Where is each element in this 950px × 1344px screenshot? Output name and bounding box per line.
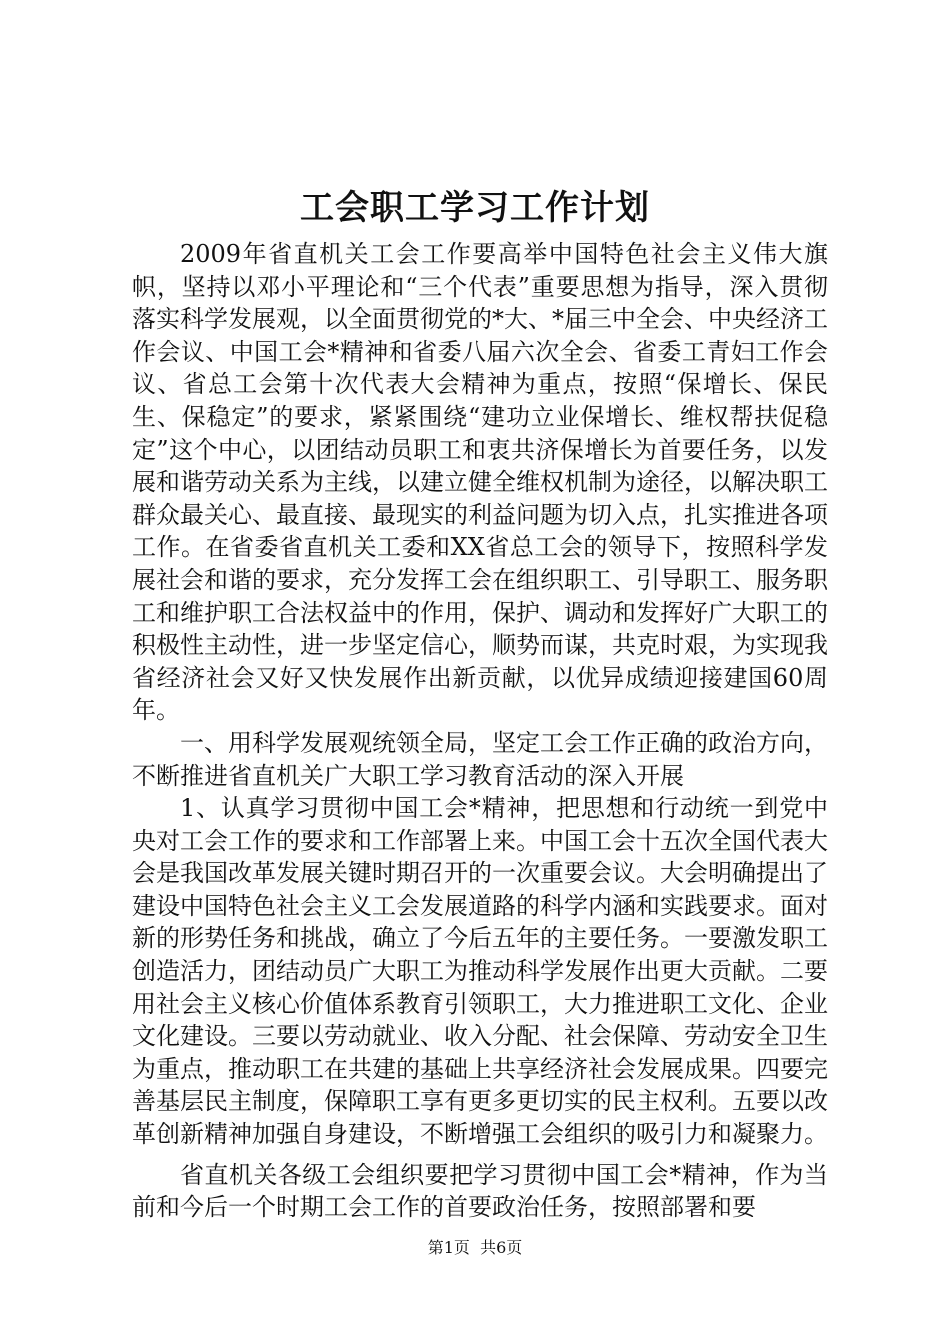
page-footer — [0, 1236, 950, 1260]
page-total: 共6页 — [480, 1238, 523, 1257]
paragraph-section-heading-1: 一、用科学发展观统领全局，坚定工会工作正确的政治方向，不断推进省直机关广大职工学习教育活动的深入开展 — [132, 728, 828, 790]
paragraph-item-1: 1、认真学习贯彻中国工会*精神，把思想和行动统一到党中央对工会工作的要求和工作部署上来。中国工会十五次全国代表大会是我国改革发展关键时期召开的一次重要会议。大会明确提出了建设中国特色社会主义工会发展道路的科学内涵和实践要求。面对新的形势任务和挑战，确立了今后五年的主要任务。一要激发职工创造活力，团结动员广大职工为推动科学发展作出更大贡献。二要用社会主义核心价值体系教育引领职工，大力推进职工文化、企业文化建设。三要以劳动就业、收入分配、社会保障、劳动安全卫生为重点，推动职工在共建的基础上共享经济社会发展成果。四要完善基层民主制度，保障职工享有更多更切实的民主权利。五要以改革创新精神加强自身建设，不断增强工会组织的吸引力和凝聚力。 — [132, 794, 828, 1149]
page-number: 第1页 — [427, 1238, 470, 1257]
paragraph-intro: 2009年省直机关工会工作要高举中国特色社会主义伟大旗帜，坚持以邓小平理论和“三个代表”重要思想为指导，深入贯彻落实科学发展观，以全面贯彻党的*大、*届三中全会、中央经济工作会议、中国工会*精神和省委八届六次全会、省委工青妇工作会议、省总工会第十次代表大会精神为重点，按照“保增长、保民生、保稳定”的要求，紧紧围绕“建功立业保增长、维权帮扶促稳定”这个中心，以团结动员职工和衷共济保增长为首要任务，以发展和谐劳动关系为主线，以建立健全维权机制为途径，以解决职工群众最关心、最直接、最现实的利益问题为切入点，扎实推进各项工作。在省委省直机关工委和XX省总工会的领导下，按照科学发展社会和谐的要求，充分发挥工会在组织职工、引导职工、服务职工和维护职工合法权益中的作用，保护、调动和发挥好广大职工的积极性主动性，进一步坚定信心，顺势而谋，共克时艰，为实现我省经济社会又好又快发展作出新贡献，以优异成绩迎接建国60周年。 — [132, 240, 828, 725]
paragraph-continuation: 省直机关各级工会组织要把学习贯彻中国工会*精神，作为当前和今后一个时期工会工作的首要政治任务，按照部署和要 — [132, 1160, 828, 1222]
document-body — [132, 238, 828, 1224]
document-title: 工会职工学习工作计划 — [300, 188, 650, 228]
